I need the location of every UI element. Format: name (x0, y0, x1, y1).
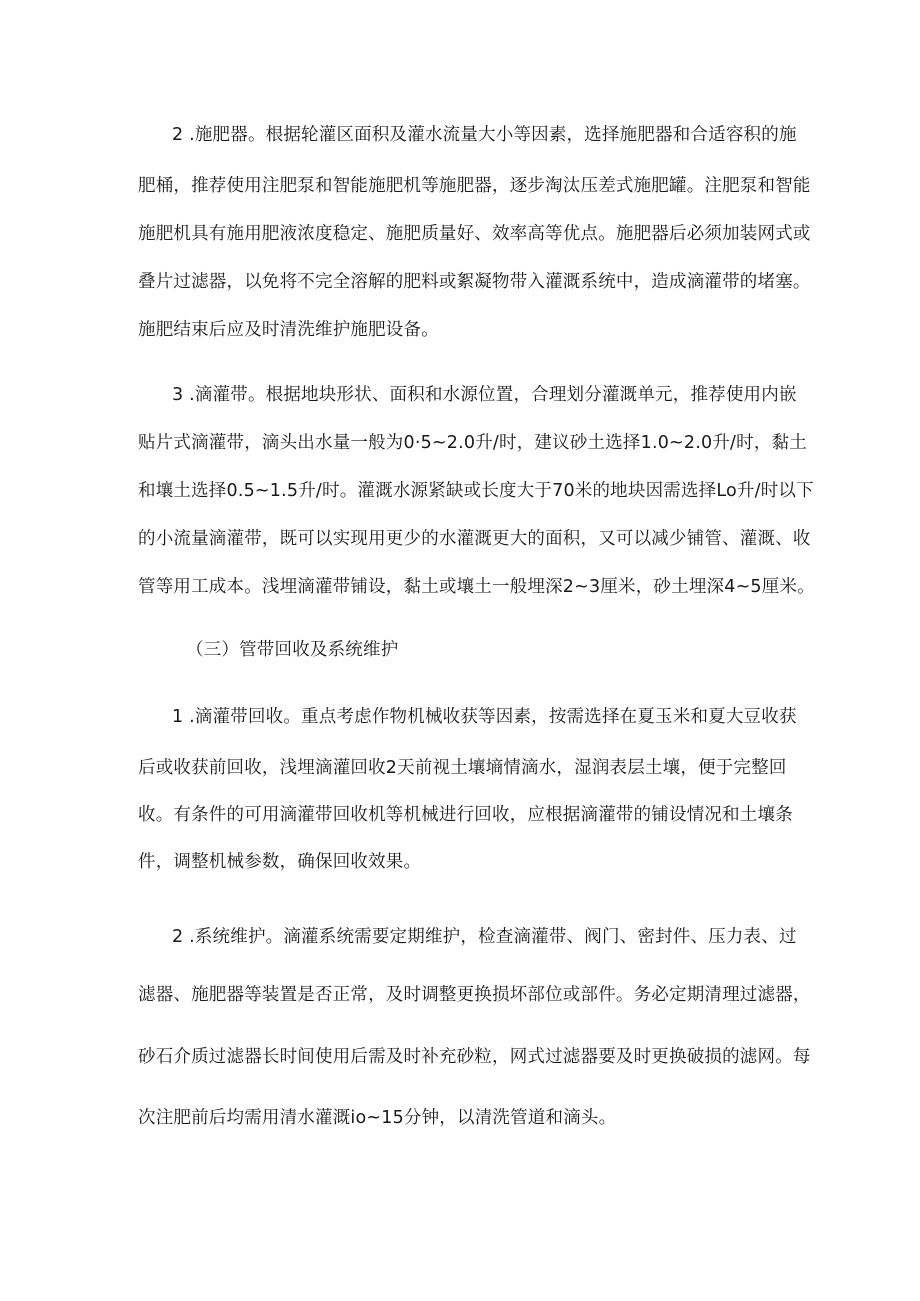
text-line: 次注肥前后均需用清水灌溉io~15分钟，以清洗管道和滴头。 (138, 1108, 617, 1128)
text-line: 后或收获前回收，浅埋滴灌回收2天前视土壤墒情滴水，湿润表层土壤，便于完整回 (138, 758, 787, 778)
text-line: 叠片过滤器，以免将不完全溶解的肥料或絮凝物带入灌溉系统中，造成滴灌带的堵塞。 (138, 272, 811, 292)
text-line: 2 .施肥器。根据轮灌区面积及灌水流量大小等因素，选择施肥器和合适容积的施 (172, 125, 797, 145)
text-line: 的小流量滴灌带，既可以实现用更少的水灌溉更大的面积，又可以减少铺管、灌溉、收 (138, 529, 811, 549)
section-heading: （三）管带回收及系统维护 (186, 640, 399, 660)
text-line: 肥桶，推荐使用注肥泵和智能施肥机等施肥器，逐步淘汰压差式施肥罐。注肥泵和智能 (138, 176, 811, 196)
text-line: 1 .滴灌带回收。重点考虑作物机械收获等因素，按需选择在夏玉米和夏大豆收获 (172, 707, 797, 727)
text-line: 2 .系统维护。滴灌系统需要定期维护，检查滴灌带、阀门、密封件、压力表、过 (172, 927, 797, 947)
text-line: 和壤土选择0.5~1.5升/时。灌溉水源紧缺或长度大于70米的地块因需选择Lo升/时以下 (138, 481, 814, 501)
text-line: 管等用工成本。浅埋滴灌带铺设，黏土或壤土一般埋深2~3厘米，砂土埋深4~5厘米。 (138, 577, 815, 597)
text-line: 收。有条件的可用滴灌带回收机等机械进行回收，应根据滴灌带的铺设情况和土壤条 (138, 805, 793, 825)
text-line: 滤器、施肥器等装置是否正常，及时调整更换损坏部位或部件。务必定期清理过滤器， (138, 985, 811, 1005)
text-line: 施肥机具有施用肥液浓度稳定、施肥质量好、效率高等优点。施肥器后必须加装网式或 (138, 224, 811, 244)
text-line: 施肥结束后应及时清洗维护施肥设备。 (138, 320, 439, 340)
text-line: 件，调整机械参数，确保回收效果。 (138, 852, 422, 872)
text-line: 3 .滴灌带。根据地块形状、面积和水源位置，合理划分灌溉单元，推荐使用内嵌 (172, 385, 797, 405)
text-line: 砂石介质过滤器长时间使用后需及时补充砂粒，网式过滤器要及时更换破损的滤网。每 (138, 1047, 811, 1067)
text-line: 贴片式滴灌带，滴头出水量一般为0·5~2.0升/时，建议砂土选择1.0~2.0升/时，黏土 (138, 433, 807, 453)
